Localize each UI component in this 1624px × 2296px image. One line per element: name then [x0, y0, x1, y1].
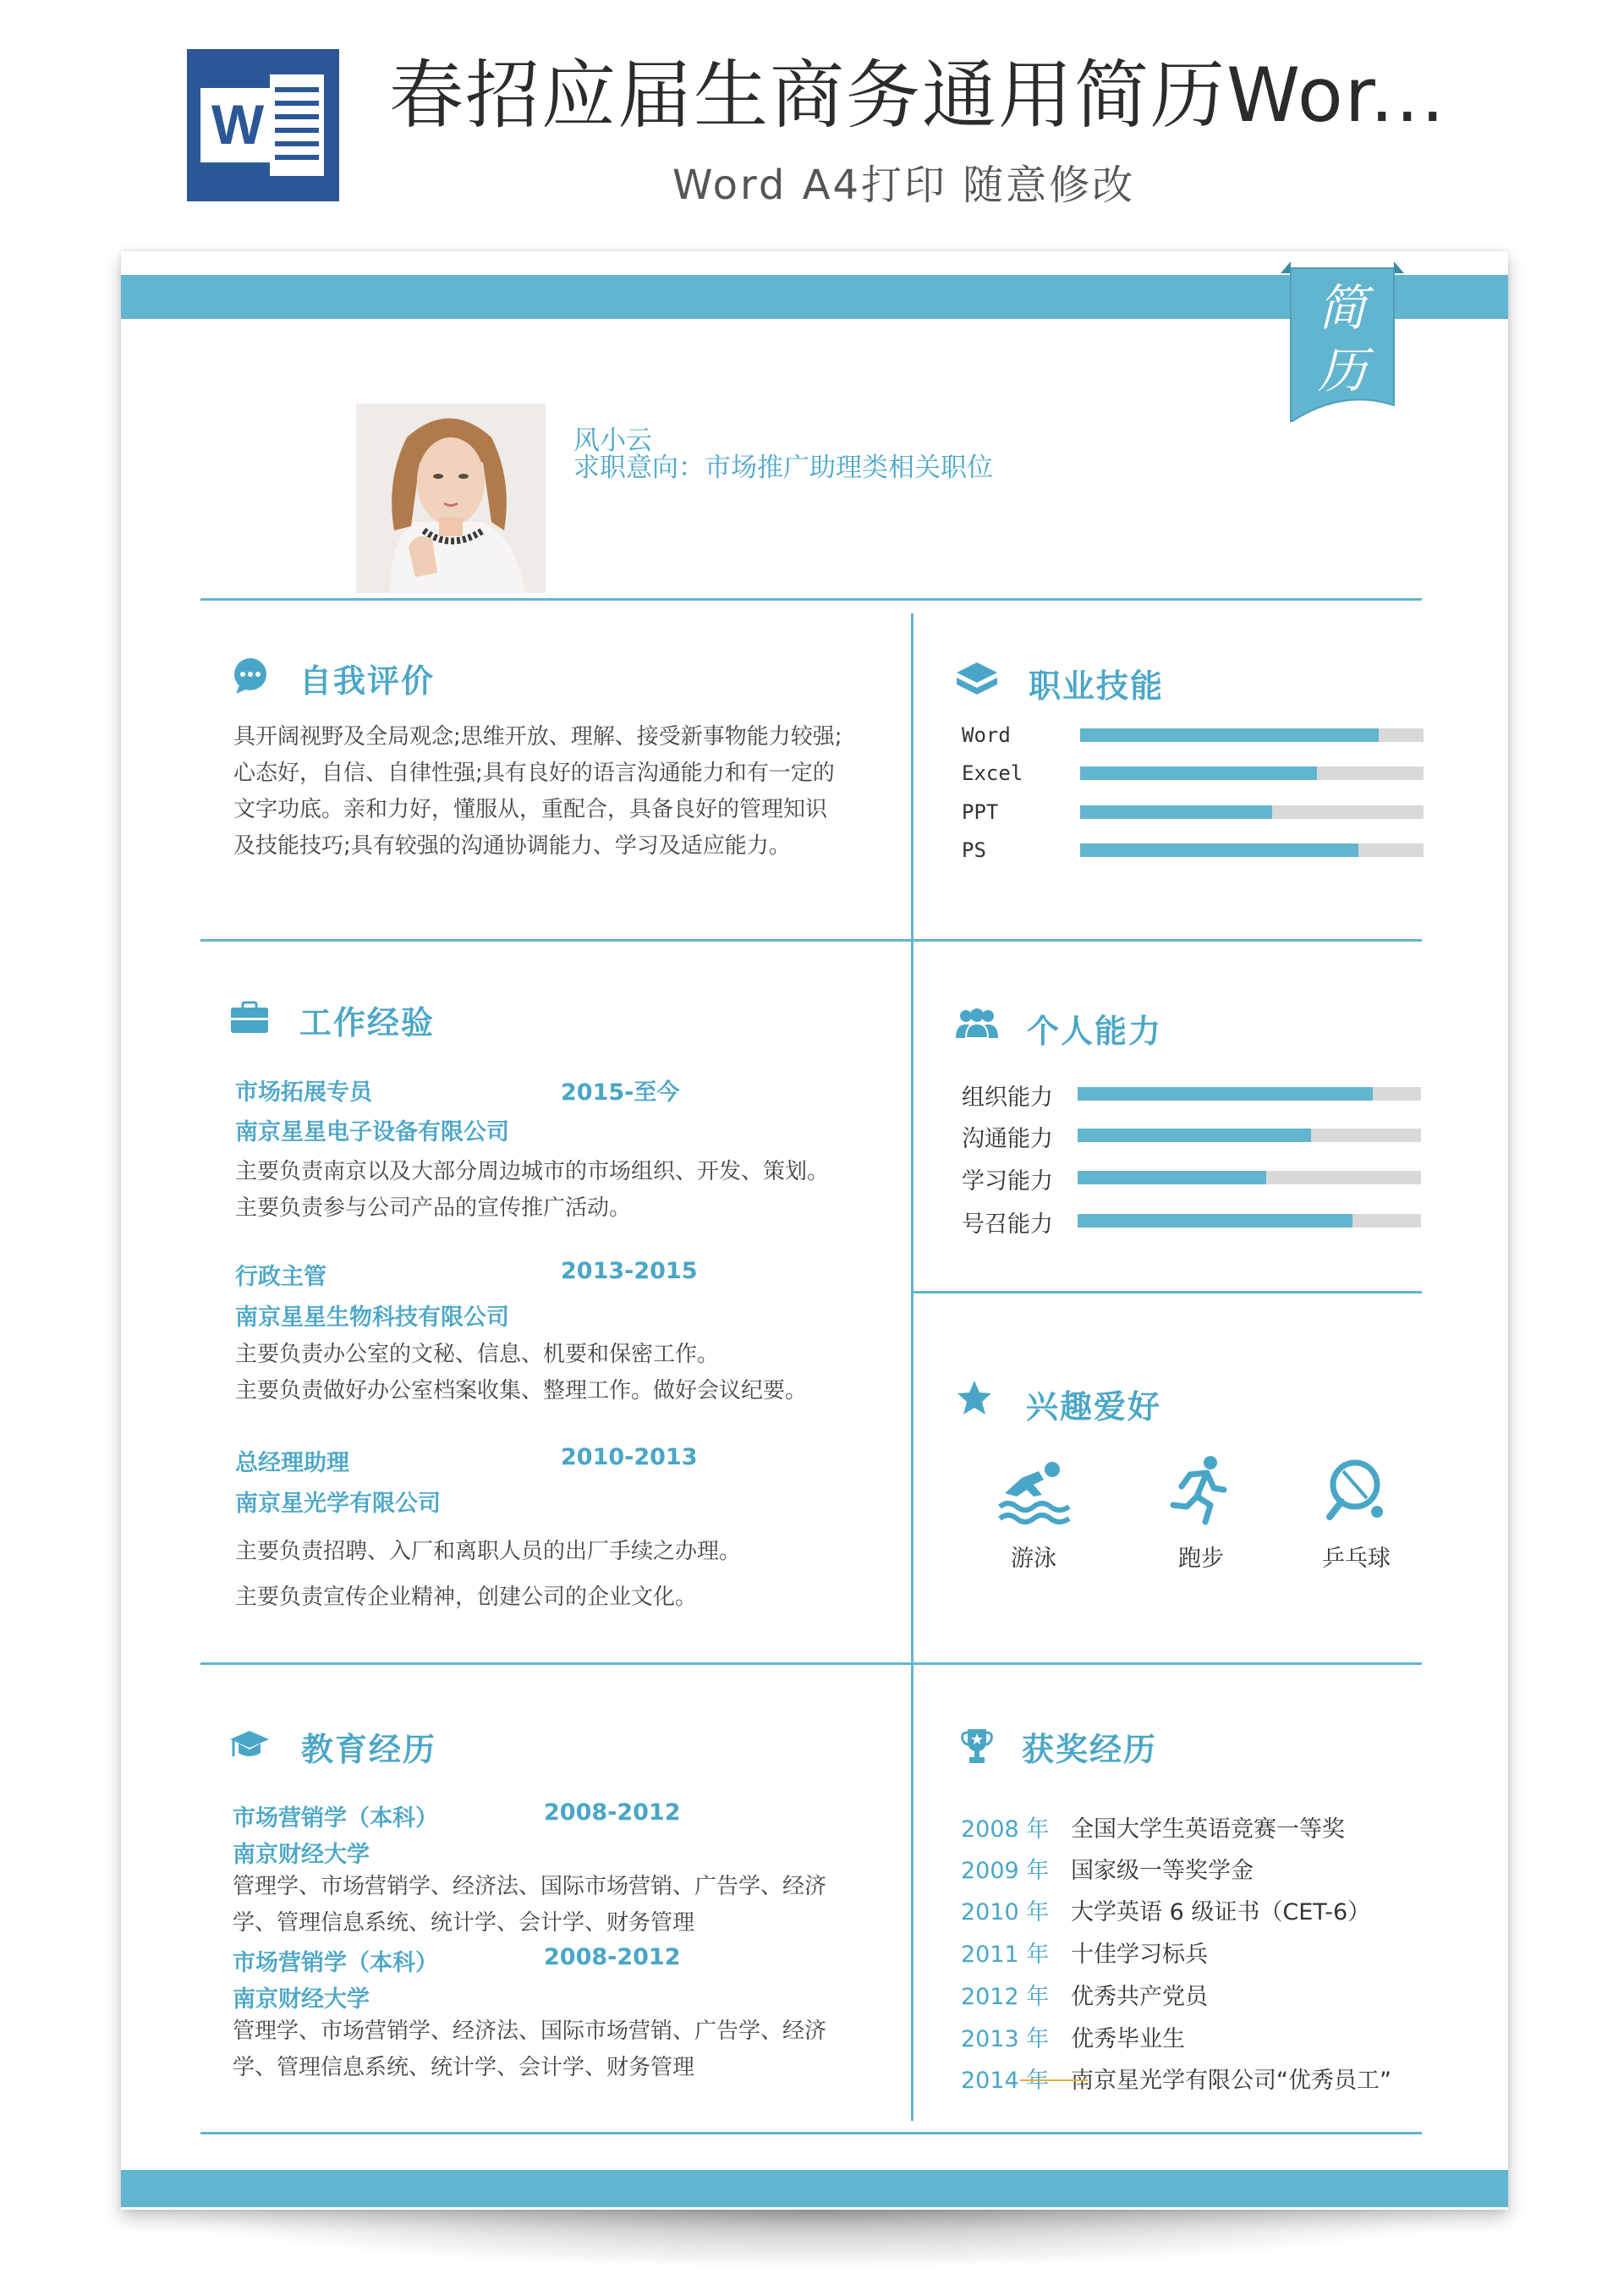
education-course-line: 管理学、市场营销学、经济法、国际市场营销、广告学、经济 — [233, 2019, 827, 2044]
education-course-line: 学、管理信息系统、统计学、会计学、财务管理 — [233, 1910, 695, 1936]
ability-label: 号召能力 — [962, 1211, 1053, 1238]
people-icon — [954, 1008, 1000, 1040]
job-company: 南京星光学有限公司 — [235, 1491, 441, 1517]
skill-bar-fill — [1080, 728, 1379, 742]
svg-text:W: W — [211, 93, 265, 156]
highlight-underline — [1020, 2079, 1088, 2084]
ability-bar-track — [1078, 1171, 1421, 1184]
work-title: 工作经验 — [299, 1004, 436, 1041]
education-school: 南京财经大学 — [233, 1842, 370, 1868]
star-icon — [956, 1379, 993, 1416]
skill-label: Word — [962, 723, 1011, 747]
job-duties — [235, 1529, 741, 1620]
candidate-name: 风小云 — [573, 426, 652, 456]
hobbies-title: 兴趣爱好 — [1026, 1388, 1162, 1425]
job-period: 2015-至今 — [561, 1079, 680, 1106]
ability-bar-track — [1078, 1129, 1421, 1142]
education-major: 市场营销学（本科） — [233, 1950, 438, 1976]
ability-bar-fill — [1078, 1129, 1311, 1142]
ability-bar-fill — [1078, 1214, 1352, 1228]
ability-bar-track — [1078, 1214, 1421, 1228]
ability-bar-fill — [1078, 1087, 1373, 1101]
bottom-accent-bar — [121, 2170, 1508, 2207]
trophy-icon — [961, 1727, 993, 1765]
self-eval-title: 自我评价 — [299, 662, 436, 700]
job-company: 南京星星电子设备有限公司 — [235, 1119, 509, 1145]
ping-pong-icon — [1318, 1453, 1394, 1529]
document-title: 春招应届生商务通用简历Wor... — [389, 52, 1446, 139]
hobby-label-running: 跑步 — [1178, 1546, 1224, 1572]
award-year: 2011 年 — [961, 1942, 1050, 1968]
education-school: 南京财经大学 — [233, 1986, 370, 2013]
job-position: 市场拓展专员 — [235, 1079, 372, 1106]
column-divider — [911, 613, 914, 2121]
job-company: 南京星星生物科技有限公司 — [235, 1305, 509, 1331]
hobby-label-swimming: 游泳 — [1011, 1546, 1056, 1572]
job-objective: 求职意向：市场推广助理类相关职位 — [573, 453, 993, 483]
resume-page — [121, 251, 1508, 2210]
ability-label: 组织能力 — [962, 1085, 1053, 1111]
profile-photo — [356, 404, 546, 593]
job-duty: 主要负责招聘、入厂和离职人员的出厂手续之办理。 — [235, 1539, 742, 1564]
skill-label: PPT — [962, 800, 999, 824]
skill-label: PS — [962, 838, 986, 862]
self-eval-line: 及技能技巧;具有较强的沟通协调能力、学习及适应能力。 — [233, 833, 791, 859]
job-position: 行政主管 — [235, 1264, 326, 1290]
skill-bar-track — [1080, 728, 1424, 742]
job-period: 2013-2015 — [561, 1258, 698, 1284]
divider-row-1 — [200, 939, 1422, 942]
ability-bar-fill — [1078, 1171, 1266, 1184]
briefcase-icon — [229, 1001, 270, 1035]
award-text: 全国大学生英语竞赛一等奖 — [1071, 1816, 1345, 1843]
award-text: 大学英语 6 级证书（CET-6） — [1071, 1899, 1371, 1925]
swimming-icon — [996, 1453, 1073, 1529]
job-duty: 主要负责办公室的文秘、信息、机要和保密工作。 — [235, 1342, 720, 1367]
running-icon — [1161, 1453, 1237, 1529]
award-year: 2013 年 — [961, 2026, 1050, 2052]
self-eval-line: 心态好，自信、自律性强;具有良好的语言沟通能力和有一定的 — [233, 761, 835, 786]
job-duties — [235, 1337, 807, 1409]
education-course-line: 学、管理信息系统、统计学、会计学、财务管理 — [233, 2055, 695, 2080]
award-year: 2012 年 — [961, 1984, 1050, 2010]
education-period: 2008-2012 — [544, 1944, 681, 1970]
graduation-cap-icon — [228, 1729, 271, 1763]
skill-label: Excel — [962, 761, 1023, 785]
self-eval-line: 具开阔视野及全局观念;思维开放、理解、接受新事物能力较强; — [233, 724, 842, 750]
job-duty: 主要负责做好办公室档案收集、整理工作。做好会议纪要。 — [235, 1378, 808, 1403]
divider-header — [200, 598, 1422, 601]
skill-bar-fill — [1080, 805, 1272, 819]
self-eval-text — [233, 719, 842, 865]
document-subtitle: Word A4打印 随意修改 — [672, 162, 1136, 209]
ribbon-char-1: 简 — [1317, 279, 1367, 337]
chat-bubble-icon — [231, 656, 270, 695]
award-text: 优秀共产党员 — [1071, 1984, 1208, 2010]
ability-bar-track — [1078, 1087, 1421, 1101]
award-text: 优秀毕业生 — [1071, 2026, 1185, 2052]
book-icon — [955, 661, 999, 696]
abilities-title: 个人能力 — [1027, 1013, 1163, 1050]
job-duty: 主要负责南京以及大部分周边城市的市场组织、开发、策划。 — [235, 1159, 830, 1184]
hobby-label-ping-pong: 乒乓球 — [1322, 1546, 1391, 1572]
award-text: 十佳学习标兵 — [1071, 1942, 1208, 1968]
job-duties — [235, 1154, 829, 1227]
job-period: 2010-2013 — [561, 1444, 698, 1470]
award-year: 2008 年 — [961, 1816, 1050, 1843]
education-period: 2008-2012 — [544, 1799, 681, 1826]
ribbon-char-2: 历 — [1317, 342, 1367, 399]
education-major: 市场营销学（本科） — [233, 1805, 438, 1832]
paper-shadow — [152, 2210, 1480, 2269]
divider-row-2 — [200, 1662, 1422, 1665]
job-position: 总经理助理 — [235, 1450, 349, 1476]
skill-bar-track — [1080, 843, 1424, 857]
award-year: 2014 年 — [961, 2068, 1050, 2094]
skill-bar-fill — [1080, 766, 1317, 780]
job-duty: 主要负责宣传企业精神，创建公司的企业文化。 — [235, 1585, 698, 1610]
awards-title: 获奖经历 — [1022, 1731, 1158, 1768]
skill-bar-track — [1080, 805, 1424, 819]
skill-bar-fill — [1080, 843, 1358, 857]
award-year: 2009 年 — [961, 1858, 1050, 1884]
divider-bottom — [200, 2132, 1422, 2134]
self-eval-line: 文字功底。亲和力好，懂服从，重配合，具备良好的管理知识 — [233, 797, 828, 822]
award-text: 国家级一等奖学金 — [1071, 1858, 1254, 1884]
education-courses — [233, 2013, 826, 2086]
skill-bar-track — [1080, 766, 1424, 780]
divider-right-mid — [913, 1291, 1422, 1294]
award-text: 南京星光学有限公司“优秀员工” — [1071, 2068, 1391, 2094]
ability-label: 学习能力 — [962, 1168, 1053, 1195]
job-duty: 主要负责参与公司产品的宣传推广活动。 — [235, 1195, 632, 1221]
ribbon-label — [1309, 277, 1376, 402]
word-app-icon — [187, 49, 339, 201]
skills-title: 职业技能 — [1029, 667, 1165, 705]
education-courses — [233, 1869, 826, 1942]
education-course-line: 管理学、市场营销学、经济法、国际市场营销、广告学、经济 — [233, 1874, 827, 1899]
award-year: 2010 年 — [961, 1899, 1050, 1925]
education-title: 教育经历 — [301, 1731, 437, 1768]
ability-label: 沟通能力 — [962, 1126, 1053, 1152]
